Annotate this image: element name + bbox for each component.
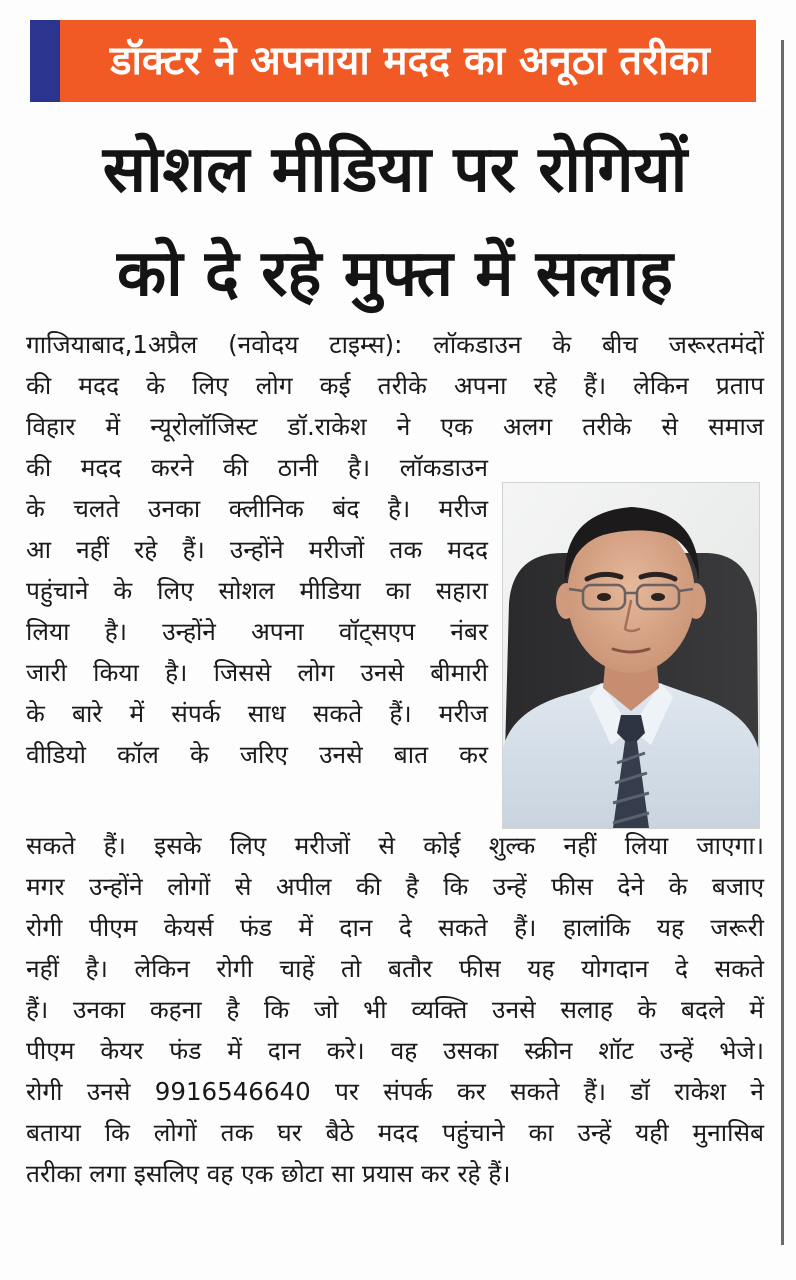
body-line: के बारे में संपर्क साध सकते हैं। मरीज <box>26 699 488 728</box>
body-line: रोगी पीएम केयर्स फंड में दान दे सकते हैं। हालांकि यह जरूरी <box>26 913 764 942</box>
body-line: सकते हैं। इसके लिए मरीजों से कोई शुल्क नहीं लिया जाएगा। <box>26 831 764 860</box>
headline-line-1: सोशल मीडिया पर रोगियों <box>102 133 688 207</box>
body-line: लिया है। उन्होंने अपना वॉट्सएप नंबर <box>26 617 488 646</box>
body-line: आ नहीं रहे हैं। उन्होंने मरीजों तक मदद <box>26 535 488 564</box>
body-line: की मदद करने की ठानी है। लॉकडाउन <box>26 453 488 482</box>
kicker-accent-bar <box>30 20 60 102</box>
kicker-banner <box>30 20 756 102</box>
body-line: पीएम केयर फंड में दान करे। वह उसका स्क्रीन शॉट उन्हें भेजे। <box>26 1036 764 1065</box>
body-line: तरीका लगा इसलिए वह एक छोटा सा प्रयास कर रहे हैं। <box>26 1159 511 1188</box>
doctor-portrait-photo <box>503 483 759 828</box>
body-line: हैं। उनका कहना है कि जो भी व्यक्ति उनसे सलाह के बदले में <box>26 995 764 1024</box>
body-line: मगर उन्होंने लोगों से अपील की है कि उन्हें फीस देने के बजाए <box>26 872 764 901</box>
body-line: रोगी उनसे 9916546640 पर संपर्क कर सकते हैं। डॉ राकेश ने <box>26 1077 764 1106</box>
headline-line-2: को दे रहे मुफ्त में सलाह <box>116 237 673 311</box>
body-line: जारी किया है। जिससे लोग उनसे बीमारी <box>26 658 488 687</box>
body-line: बताया कि लोगों तक घर बैठे मदद पहुंचाने का उन्हें यही मुनासिब <box>26 1118 764 1147</box>
body-line: गाजियाबाद,1अप्रैल (नवोदय टाइम्स): लॉकडाउन के बीच जरूरतमंदों <box>26 330 764 359</box>
body-line: की मदद के लिए लोग कई तरीके अपना रहे हैं। लेकिन प्रताप <box>26 371 764 400</box>
body-line: वीडियो कॉल के जरिए उनसे बात कर <box>26 740 488 769</box>
body-line: नहीं है। लेकिन रोगी चाहें तो बतौर फीस यह योगदान दे सकते <box>26 954 764 983</box>
body-line: विहार में न्यूरोलॉजिस्ट डॉ.राकेश ने एक अलग तरीके से समाज <box>26 412 764 441</box>
column-rule <box>781 40 784 1245</box>
kicker-text: डॉक्टर ने अपनाया मदद का अनूठा तरीका <box>110 38 710 84</box>
body-line: के चलते उनका क्लीनिक बंद है। मरीज <box>26 494 488 523</box>
body-line: पहुंचाने के लिए सोशल मीडिया का सहारा <box>26 576 488 605</box>
headline <box>20 118 770 326</box>
